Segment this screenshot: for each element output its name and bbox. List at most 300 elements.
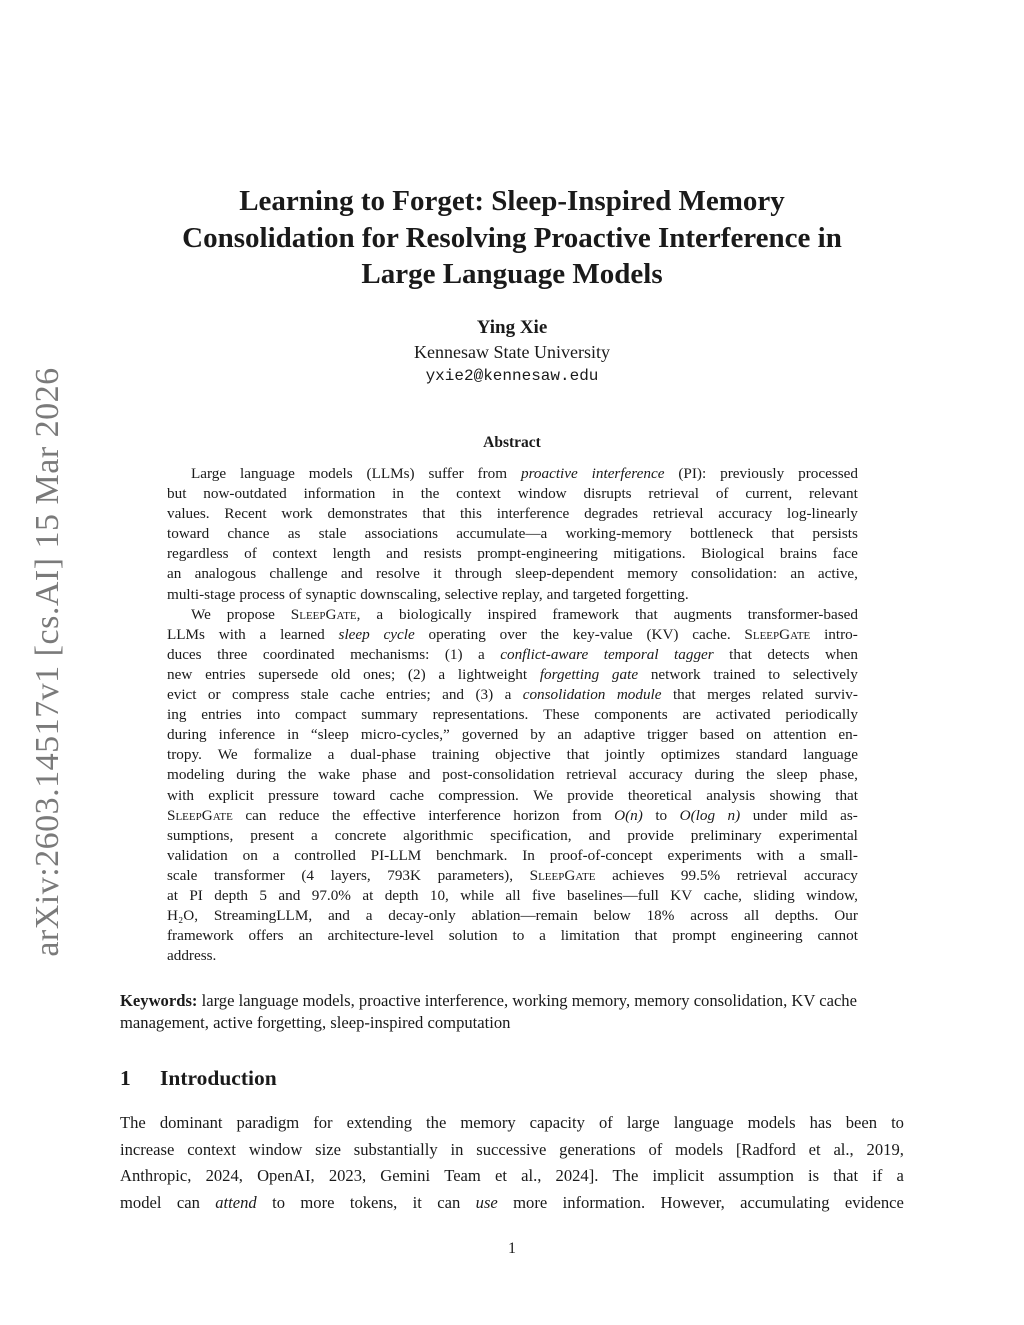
word: experimental <box>778 826 858 844</box>
abstract-line <box>167 564 858 584</box>
word: limitation <box>560 927 620 945</box>
word: accuracy <box>718 505 773 523</box>
word: intro- <box>824 625 858 643</box>
word: to <box>655 806 668 824</box>
word: merges <box>707 686 751 704</box>
word: evict <box>167 686 197 704</box>
word: sliding <box>753 886 795 904</box>
word: proactive <box>520 465 578 482</box>
word: network <box>650 665 701 683</box>
word: algorithmic <box>403 826 474 844</box>
keywords <box>120 990 904 1034</box>
word: [Radford <box>735 1139 796 1159</box>
abstract-heading: Abstract <box>483 434 541 451</box>
word: values. <box>167 505 210 523</box>
word: bottleneck <box>689 525 754 543</box>
word: window, <box>806 886 858 904</box>
word: specification, <box>490 826 572 844</box>
word: pressure <box>268 786 319 804</box>
abstract-line <box>167 484 858 504</box>
word: under <box>752 806 788 824</box>
word: sumptions, <box>167 826 234 844</box>
word: micro-cycles,” <box>360 726 450 744</box>
word: operating <box>428 625 486 643</box>
word: regardless <box>167 545 229 563</box>
word: by <box>530 726 546 744</box>
word: Team <box>444 1166 481 1186</box>
word: jointly <box>605 746 645 764</box>
word: accuracy <box>803 866 858 884</box>
word: prompt <box>672 927 717 945</box>
word: (3) <box>475 686 494 704</box>
word: mechanisms: <box>350 645 430 663</box>
word: during <box>694 766 735 784</box>
word: a <box>896 1166 904 1186</box>
word: of <box>715 485 729 503</box>
abstract-line <box>167 685 858 705</box>
word: augments <box>673 605 732 623</box>
word: duces <box>167 645 202 663</box>
word: disrupts <box>583 485 632 503</box>
arxiv-identifier: arXiv:2603.14517v1 [cs.AI] 15 Mar 2026 <box>29 367 66 957</box>
word: toward <box>167 525 210 543</box>
word: all <box>505 886 521 904</box>
word: (2) <box>407 665 426 683</box>
word: tropy. <box>167 746 202 764</box>
word: on <box>746 726 762 744</box>
word: concrete <box>334 826 387 844</box>
word: 10, <box>429 886 449 904</box>
keywords-text: large language models, proactive interference, working memory, memory consolidation, KV cache management, active forgetting, sleep-inspired computation <box>120 991 857 1032</box>
author-name: Ying Xie <box>476 317 548 338</box>
word: compression. <box>438 786 519 804</box>
word: that <box>729 645 752 663</box>
word: resolve <box>376 565 420 583</box>
word: targeted <box>572 585 622 603</box>
author-block <box>120 316 904 388</box>
word: the <box>287 766 307 784</box>
word: but <box>167 485 187 503</box>
word: use <box>475 1193 498 1213</box>
word: interference <box>496 505 570 523</box>
word: language <box>803 746 858 764</box>
word: We <box>533 786 553 804</box>
word: entries <box>201 706 242 724</box>
abstract-line <box>167 625 858 645</box>
abstract-line <box>167 544 858 564</box>
word: address. <box>167 947 217 965</box>
word: to <box>512 927 525 945</box>
word: an <box>298 927 313 945</box>
word: extending <box>346 1113 413 1132</box>
word: stale <box>318 525 347 543</box>
word: et <box>494 1166 507 1186</box>
word: retrieval <box>652 505 704 523</box>
word: supersede <box>258 665 319 683</box>
word: while <box>460 886 494 904</box>
word: framework <box>552 605 620 623</box>
word: sleep-dependent <box>515 565 614 583</box>
word: en- <box>838 726 858 744</box>
word: challenge <box>269 565 328 583</box>
word: validation <box>167 846 228 864</box>
abstract-line <box>167 806 858 826</box>
intro-line <box>120 1190 904 1217</box>
abstract-line <box>167 826 858 846</box>
word: multi-stage <box>167 585 236 603</box>
word: capacity <box>529 1113 585 1132</box>
word: We <box>191 605 211 623</box>
word: O(log <box>679 806 716 824</box>
word: H₂O, <box>167 907 199 925</box>
word: retrieval <box>566 766 617 784</box>
word: proof-of-concept <box>549 846 653 864</box>
word: of <box>244 545 257 563</box>
word: language <box>673 1113 734 1132</box>
word: across <box>690 907 729 925</box>
word: (PI): <box>678 465 707 482</box>
word: that <box>634 927 658 945</box>
word: is <box>808 1166 820 1186</box>
word: dominant <box>159 1113 223 1132</box>
abstract-line <box>167 585 858 605</box>
word: provide <box>627 826 674 844</box>
word: standard <box>735 746 788 764</box>
word: solution <box>448 927 498 945</box>
word: n) <box>727 806 741 824</box>
word: KV <box>670 886 693 904</box>
word: The <box>120 1113 146 1132</box>
word: formalize <box>253 746 312 764</box>
word: processed <box>798 465 858 482</box>
word: as- <box>840 806 858 824</box>
word: gate <box>611 665 639 683</box>
word: information <box>303 485 376 503</box>
word: the <box>420 485 440 503</box>
title-line: Consolidation for Resolving Proactive Interference in <box>182 221 842 254</box>
word: dual-phase <box>350 746 417 764</box>
abstract-line <box>167 786 858 806</box>
word: degrades <box>584 505 639 523</box>
word: with <box>756 846 784 864</box>
title-line: Large Language Models <box>361 258 663 290</box>
word: et <box>808 1139 821 1159</box>
word: selective <box>444 585 498 603</box>
word: successive <box>476 1139 547 1159</box>
word: coordinated <box>262 645 335 663</box>
word: sleep <box>776 766 808 784</box>
word: SleepGate <box>744 625 811 643</box>
abstract-line <box>167 605 858 625</box>
word: activated <box>715 706 771 724</box>
word: “sleep <box>310 726 349 744</box>
word: interference <box>591 465 665 482</box>
word: ablation—remain <box>471 907 578 925</box>
word: tagger <box>674 645 714 663</box>
abstract-line <box>167 906 858 926</box>
word: when <box>825 645 858 663</box>
word: framework <box>167 927 234 945</box>
word: synaptic <box>305 585 357 603</box>
word: LLMs <box>167 625 205 643</box>
word: cannot <box>817 927 858 945</box>
word: toward <box>332 786 376 804</box>
word: associations <box>364 525 438 543</box>
word: In <box>522 846 535 864</box>
word: in <box>450 1139 464 1159</box>
word: to <box>768 665 781 683</box>
abstract-line <box>167 464 858 484</box>
word: based <box>699 726 735 744</box>
word: window <box>248 1139 303 1159</box>
word: information. <box>562 1193 646 1213</box>
word: persists <box>812 525 858 543</box>
word: face <box>832 545 858 563</box>
keywords-label: Keywords: <box>120 991 198 1010</box>
word: an <box>790 565 805 583</box>
word: and <box>386 545 409 563</box>
word: propose <box>226 605 275 623</box>
word: chance <box>227 525 270 543</box>
word: compress <box>231 686 290 704</box>
word: more <box>513 1193 548 1213</box>
word: work <box>281 505 313 523</box>
word: al., <box>521 1166 542 1186</box>
word: decay-only <box>388 907 456 925</box>
word: Our <box>834 907 858 925</box>
word: and <box>340 565 363 583</box>
word: experiments <box>667 846 742 864</box>
word: reduce <box>278 806 320 824</box>
word: modeling <box>167 766 225 784</box>
word: a <box>478 645 485 663</box>
word: and <box>588 826 611 844</box>
word: depths. <box>775 907 819 925</box>
word: offers <box>248 927 284 945</box>
word: an <box>557 726 572 744</box>
word: periodically <box>785 706 858 724</box>
word: and <box>442 686 465 704</box>
word: a <box>504 686 512 704</box>
word: cycle <box>383 625 415 643</box>
word: during <box>167 726 207 744</box>
word: consolidation <box>522 686 606 704</box>
abstract-line <box>167 946 858 966</box>
word: if <box>872 1166 883 1186</box>
word: cache, <box>703 886 742 904</box>
word: a <box>539 927 546 945</box>
word: that <box>835 786 858 804</box>
word: can <box>176 1193 200 1213</box>
word: lightweight <box>457 665 528 683</box>
word: at <box>362 886 374 904</box>
abstract-line <box>167 665 858 685</box>
word: 5 <box>259 886 267 904</box>
word: on <box>242 846 258 864</box>
abstract-line <box>167 866 858 886</box>
word: previously <box>720 465 785 482</box>
word: a <box>365 907 373 925</box>
section-number: 1 <box>120 1066 131 1090</box>
word: active, <box>817 565 858 583</box>
word: summary <box>361 706 418 724</box>
word: this <box>459 505 482 523</box>
word: layers, <box>330 866 371 884</box>
word: paradigm <box>236 1113 300 1132</box>
word: inference <box>218 726 276 744</box>
word: context <box>187 1139 237 1159</box>
word: relevant <box>808 485 858 503</box>
word: to <box>891 1113 904 1132</box>
word: Anthropic, <box>120 1166 192 1186</box>
word: assumption <box>718 1166 794 1186</box>
word: SleepGate <box>529 866 596 884</box>
word: al., <box>833 1139 854 1159</box>
word: module <box>616 686 662 704</box>
word: models <box>308 465 353 482</box>
word: horizon <box>513 806 560 824</box>
word: components <box>594 706 668 724</box>
word: baselines—full <box>566 886 659 904</box>
word: as <box>287 525 301 543</box>
word: through <box>454 565 503 583</box>
abstract-line <box>167 926 858 946</box>
word: memory <box>460 1113 516 1132</box>
word: a <box>327 746 335 764</box>
paper-title <box>120 183 904 293</box>
word: 97.0% <box>311 886 351 904</box>
word: (KV) <box>646 625 679 643</box>
word: the <box>331 806 351 824</box>
word: 793K <box>387 866 421 884</box>
word: the <box>426 1113 447 1132</box>
word: We <box>217 746 238 764</box>
abstract-line <box>167 846 858 866</box>
word: retrieval <box>736 866 788 884</box>
word: achieves <box>612 866 665 884</box>
word: a <box>259 625 267 643</box>
abstract-line <box>167 886 858 906</box>
word: present <box>250 826 295 844</box>
word: attention <box>773 726 827 744</box>
title-line: Learning to Forget: Sleep-Inspired Memory <box>239 185 785 217</box>
word: mild <box>799 806 828 824</box>
word: temporal <box>603 645 659 663</box>
word: at <box>167 886 178 904</box>
word: architecture-level <box>327 927 434 945</box>
word: substantially <box>353 1139 438 1159</box>
word: resists <box>423 545 462 563</box>
word: accuracy <box>628 766 683 784</box>
word: that <box>771 525 795 543</box>
word: an <box>167 565 182 583</box>
word: and <box>408 766 431 784</box>
word: and <box>278 886 301 904</box>
word: been <box>845 1113 878 1132</box>
word: to <box>272 1193 285 1213</box>
word: generations <box>559 1139 636 1159</box>
word: and <box>327 907 350 925</box>
word: training <box>431 746 480 764</box>
abstract-line <box>167 645 858 665</box>
word: StreamingLLM, <box>213 907 313 925</box>
page-number: 1 <box>508 1240 516 1257</box>
word: engineering <box>730 927 803 945</box>
word: a <box>272 846 280 864</box>
word: optimizes <box>660 746 720 764</box>
word: large <box>626 1113 660 1132</box>
word: governed <box>461 726 519 744</box>
word: for <box>313 1113 333 1132</box>
word: retrieval <box>648 485 699 503</box>
word: more <box>300 1193 335 1213</box>
abstract-line <box>167 765 858 785</box>
word: explicit <box>208 786 254 804</box>
word: learned <box>280 625 325 643</box>
word: 2024]. <box>555 1166 599 1186</box>
abstract-line <box>167 725 858 745</box>
word: PI <box>189 886 203 904</box>
abstract-line <box>167 504 858 524</box>
word: small- <box>819 846 858 864</box>
word: with <box>218 625 246 643</box>
word: Recent <box>224 505 267 523</box>
word: can <box>245 806 267 824</box>
word: and <box>546 585 569 603</box>
word: from <box>572 806 602 824</box>
word: can <box>437 1193 461 1213</box>
word: log-linearly <box>787 505 858 523</box>
word: preliminary <box>690 826 762 844</box>
word: entries; <box>385 686 431 704</box>
word: PI-LLM <box>370 846 422 864</box>
word: during <box>236 766 276 784</box>
word: entries <box>205 665 246 683</box>
word: size <box>315 1139 341 1159</box>
word: transformer-based <box>747 605 858 623</box>
word: transformer <box>213 866 285 884</box>
word: of <box>648 1139 663 1159</box>
word: 99.5% <box>680 866 721 884</box>
word: models <box>747 1113 796 1132</box>
word: selectively <box>792 665 858 683</box>
word: analysis <box>706 786 756 804</box>
intro-line <box>120 1163 904 1190</box>
word: context <box>456 485 501 503</box>
word: are <box>682 706 701 724</box>
word: adaptive <box>583 726 636 744</box>
word: The <box>612 1166 639 1186</box>
word: 2024, <box>205 1166 243 1186</box>
section-title: Introduction <box>160 1066 277 1090</box>
word: evidence <box>844 1193 904 1213</box>
word: key-value <box>572 625 633 643</box>
word: However, <box>660 1193 725 1213</box>
word: that <box>566 746 590 764</box>
word: model <box>120 1193 162 1213</box>
word: provide <box>567 786 614 804</box>
word: it <box>412 1193 422 1213</box>
word: it <box>433 565 442 583</box>
abstract-body <box>167 464 858 966</box>
section-heading <box>120 1066 904 1091</box>
author-email[interactable]: yxie2@kennesaw.edu <box>425 367 599 385</box>
word: inspired <box>487 605 537 623</box>
word: a <box>376 605 384 623</box>
intro-paragraph <box>120 1110 904 1217</box>
word: related <box>762 686 804 704</box>
word: into <box>256 706 281 724</box>
